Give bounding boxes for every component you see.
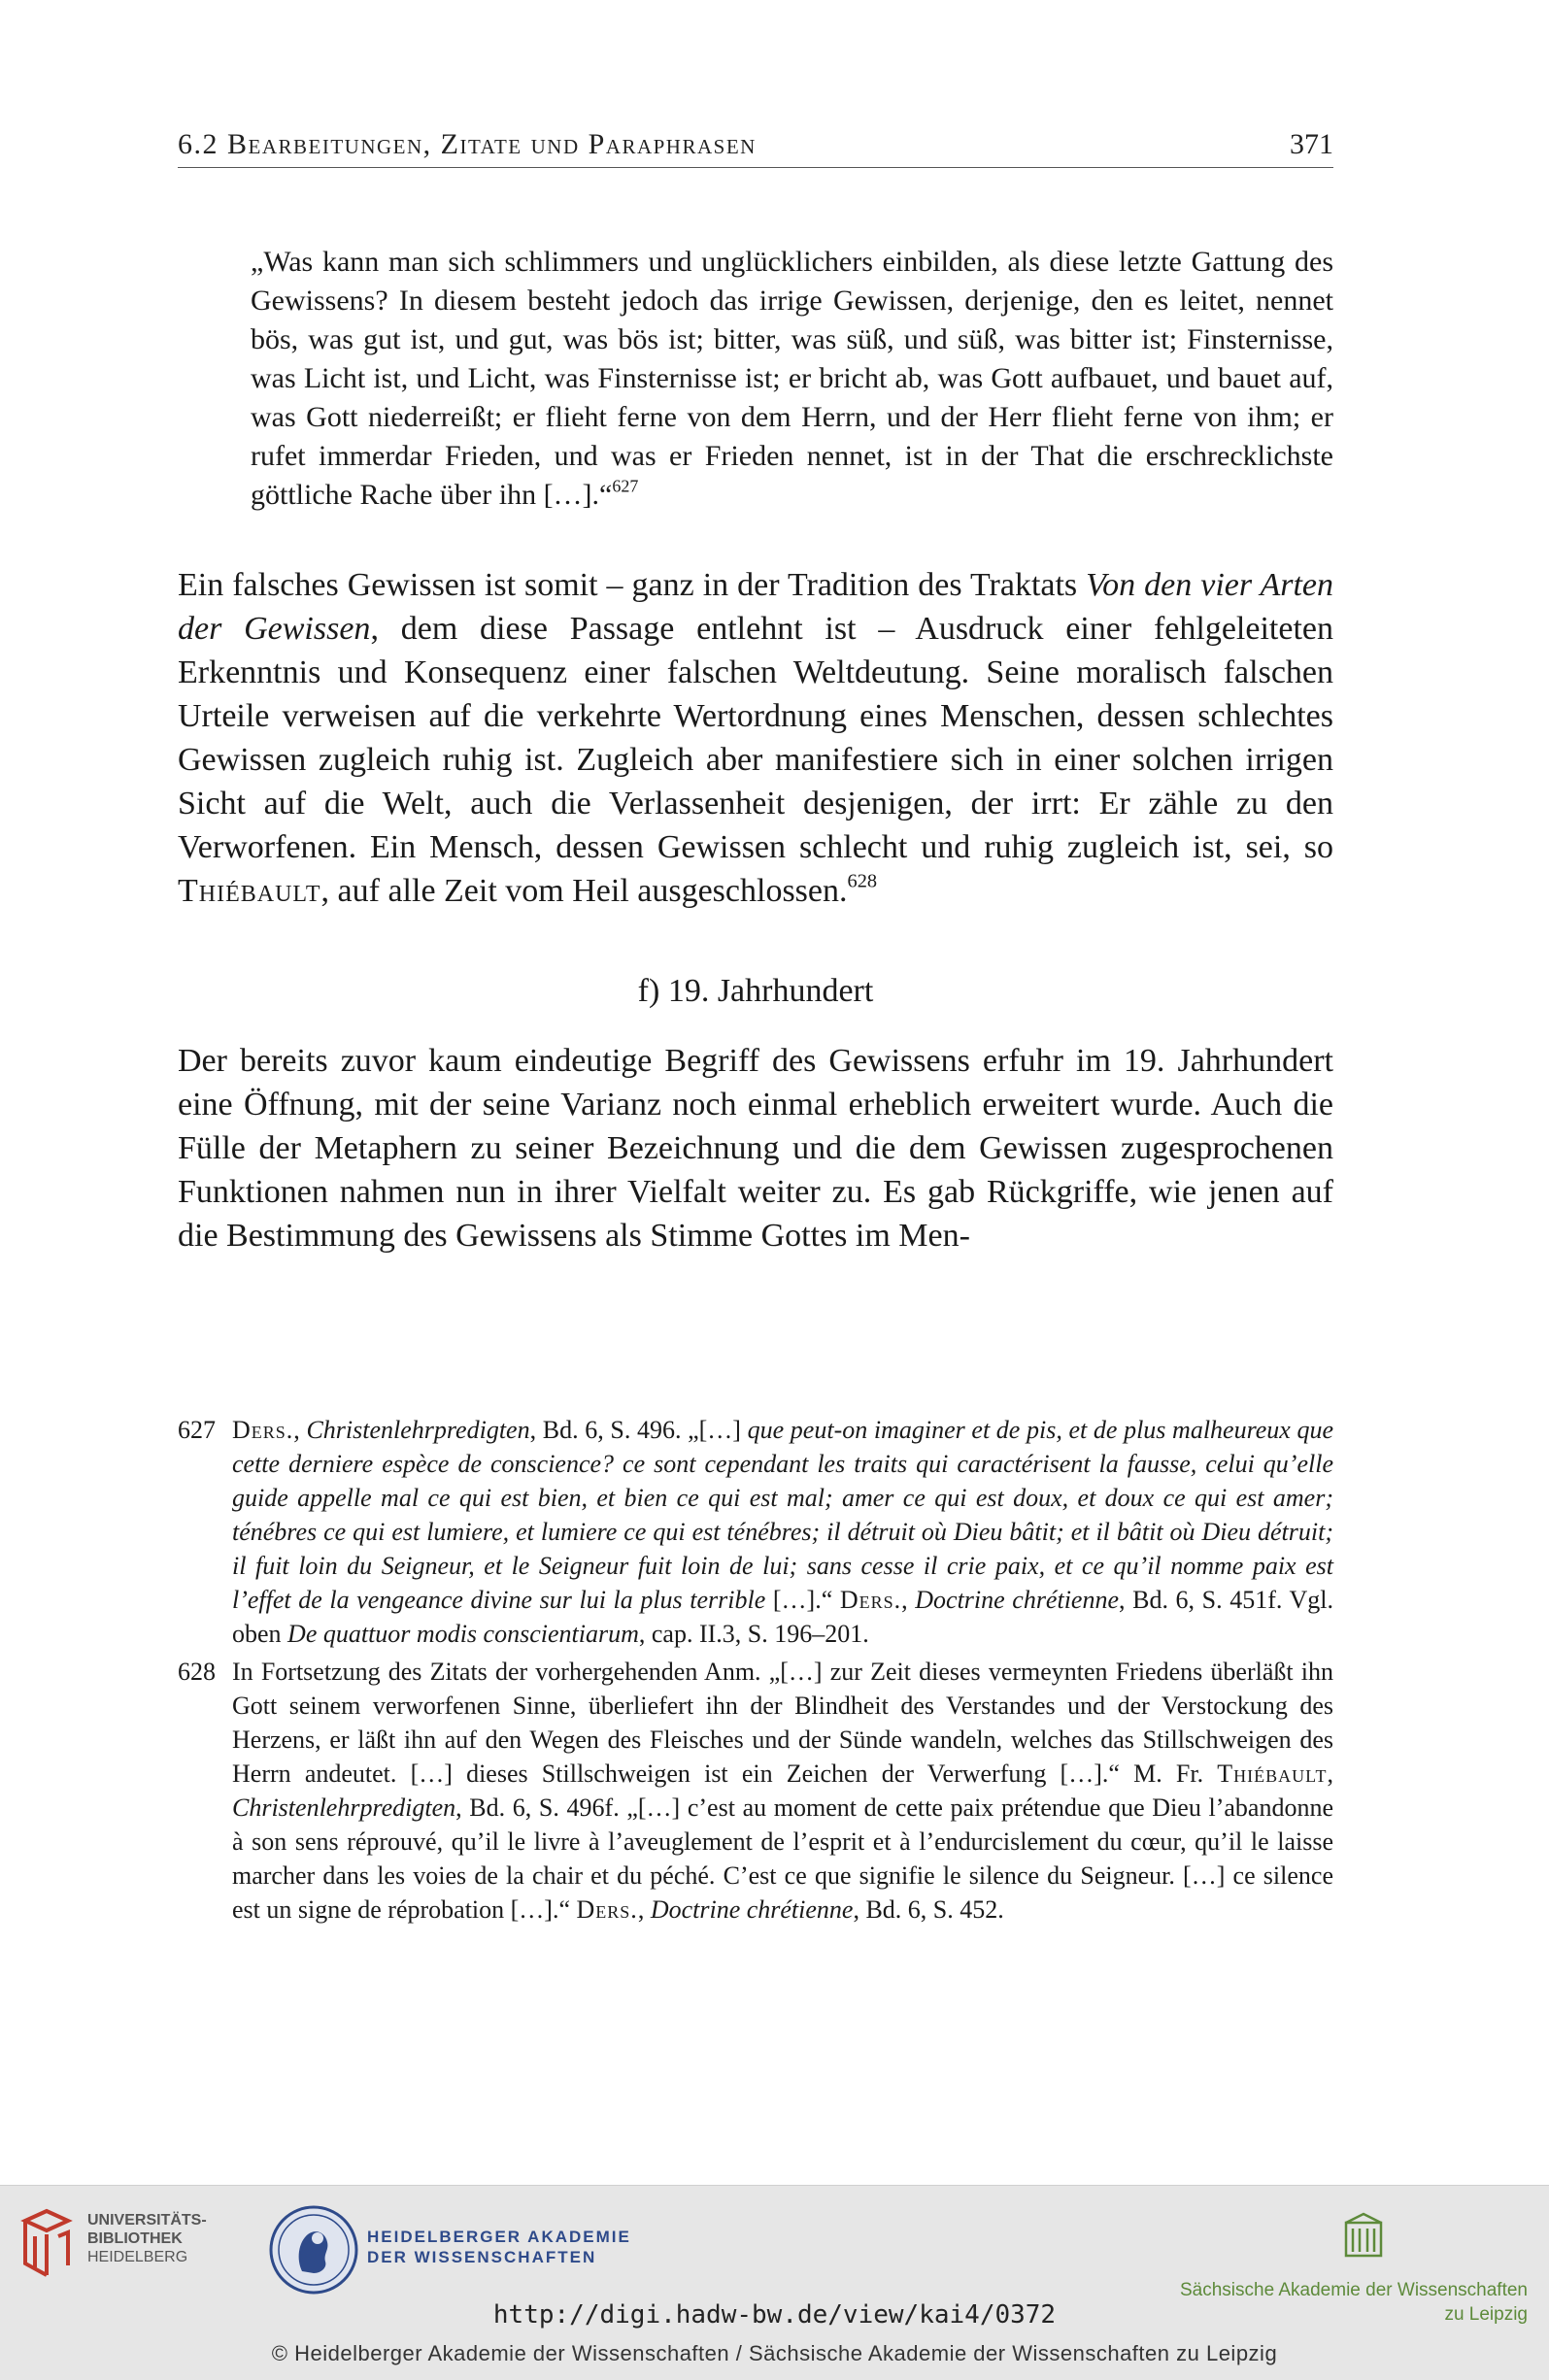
footnote-number: 627: [178, 1416, 216, 1444]
ub-line-1: UNIVERSITÄTS-: [87, 2212, 207, 2229]
work-title: Doctrine chrétienne: [650, 1895, 854, 1924]
digitization-footer: [0, 2185, 1549, 2380]
ders-abbrev: Ders.: [576, 1895, 638, 1924]
ub-line-3: HEIDELBERG: [87, 2249, 188, 2265]
p1-text-b: , dem diese Passage entlehnt ist – Ausdruck einer fehlgeleiteten Erkenntnis und Konsequenz einer falschen Weltdeutung. Seine moralisch falschen Urteile verweisen auf die verkehrte Wertordnung eines Menschen, dessen schlechtes Gewissen zugleich ruhig ist. Zugleich aber manifestiere sich in einer solchen irrigen Sicht auf die Welt, auch die Verlassenheit desjenigen, der irrt: Er zähle zu den Verworfenen. Ein Mensch, dessen Gewissen schlecht und ruhig zugleich ist, sei, so: [178, 611, 1333, 865]
body-paragraph-1: [178, 563, 1333, 913]
footnote-text: [232, 1413, 1333, 1651]
fn-text-segment: ,: [901, 1586, 916, 1614]
fn-text-segment: , Bd. 6, S. 496. „[…]: [529, 1416, 748, 1444]
footnote-627: [178, 1413, 1333, 1651]
p1-text-a: Ein falsches Gewissen ist somit – ganz in der Tradition des Traktats: [178, 567, 1087, 603]
copyright-notice: © Heidelberger Akademie der Wissenschaften / Sächsische Akademie der Wissenschaften zu Leipzig: [271, 2341, 1278, 2365]
author-name: Thiébault: [1217, 1760, 1328, 1788]
running-head: [178, 128, 1333, 168]
footnote-number: 628: [178, 1658, 216, 1686]
fn-text-segment: , cap. II.3, S. 196–201.: [638, 1620, 869, 1648]
work-title: Doctrine chrétienne: [915, 1586, 1119, 1614]
hadw-line-2: DER WISSENSCHAFTEN: [367, 2248, 597, 2266]
saw-line-2: zu Leipzig: [1444, 2304, 1528, 2325]
section-heading: f) 19. Jahrhundert: [637, 973, 874, 1009]
fn-text-segment: ,: [1327, 1760, 1333, 1788]
ub-line-2: BIBLIOTHEK: [87, 2230, 183, 2247]
author-name: Thiébault: [178, 873, 321, 909]
saw-line-1: Sächsische Akademie der Wissenschaften: [1179, 2280, 1528, 2300]
fn-text-segment: ,: [293, 1416, 307, 1444]
work-title: Christenlehrpredigten: [232, 1793, 456, 1822]
fn-text-segment: , Bd. 6, S. 451f. Vgl. oben: [232, 1586, 1333, 1648]
ders-abbrev: Ders.: [839, 1586, 902, 1614]
hadw-seal-icon[interactable]: [267, 2203, 360, 2296]
footnote-text: [232, 1655, 1333, 1927]
footnote-ref-627[interactable]: 627: [612, 476, 639, 496]
fn-text-segment: […].“: [765, 1586, 840, 1614]
body-paragraph-2: Der bereits zuvor kaum eindeutige Begriff des Gewissens erfuhr im 19. Jahrhundert eine Öffnung, mit der seine Varianz noch einmal erheblich erweitert wurde. Auch die Fülle der Metaphern zu seiner Bezeichnung und die dem Gewissen zugesprochenen Funktionen nahmen nun in ihrer Vielfalt weiter zu. Es gab Rückgriffe, wie jenen auf die Bestimmung des Gewissens als Stimme Gottes im Men-: [178, 1043, 1333, 1254]
footnotes: [178, 1413, 1333, 1930]
work-title: De quattuor modis conscientiarum: [287, 1620, 639, 1648]
saw-leipzig-logo-icon[interactable]: [1342, 2211, 1385, 2260]
ders-abbrev: Ders.: [232, 1416, 294, 1444]
footnote-628: [178, 1655, 1333, 1927]
fn-text-segment: ,: [637, 1895, 651, 1924]
permalink-url[interactable]: http://digi.hadw-bw.de/view/kai4/0372: [492, 2300, 1057, 2330]
hadw-line-1: HEIDELBERGER AKADEMIE: [367, 2228, 631, 2246]
p1-text-c: , auf alle Zeit vom Heil ausgeschlossen.: [320, 873, 848, 909]
block-quote: [251, 243, 1333, 515]
fn-text-segment: , Bd. 6, S. 496f. „[…] c’est au moment de cette paix prétendue que Dieu l’abandonne à son sens réprouvé, qu’il le livre à l’aveuglement de l’esprit et à l’endurcislement du cœur, qu’il le laisse marcher dans les voies de la chair et du péché. C’est ce que signifie le silence du Seigneur. […] ce silence est un signe de réprobation […].“: [232, 1793, 1333, 1924]
ub-heidelberg-name: [87, 2211, 207, 2266]
work-title: Christenlehrpredigten: [306, 1416, 530, 1444]
ub-heidelberg-logo-icon[interactable]: [17, 2207, 76, 2279]
french-quote: que peut-on imaginer et de pis, et de plus malheureux que cette derniere espèce de conscience? ce sont cependant les traits qui caractérisent la fausse, celui qu’elle guide appelle mal ce qui est bien, et bien ce qui est mal; amer ce qui est doux, et doux ce qui est amer; ténébres ce qui est lumiere, et lumiere ce qui est ténébres; il détruit où Dieu bâtit; et il bâtit où Dieu détruit; il fuit loin du Seigneur, et le Seigneur fuit loin de lui; sans cesse il crie paix, et ce qu’il nomme paix est l’effet de la vengeance divine sur lui la plus terrible: [232, 1416, 1334, 1614]
block-quote-text: „Was kann man sich schlimmers und unglücklichers einbilden, als diese letzte Gattung des Gewissens? In diesem besteht jedoch das irrige Gewissen, derjenige, den es leitet, nennet bös, was gut ist, und gut, was bös ist; bitter, was süß, und süß, was bitter ist; Finsternisse, was Licht ist, und Licht, was Finsternisse ist; er bricht ab, was Gott aufbauet, und bauet auf, was Gott niederreißt; er flieht ferne von dem Herrn, und der Herr flieht ferne von ihm; er rufet immerdar Frieden, und was er Frieden nennet, ist in der That die erschrecklichste göttliche Rache über ihn […].“: [251, 246, 1333, 511]
hadw-name: [367, 2227, 631, 2267]
footnote-ref-628[interactable]: 628: [847, 870, 878, 892]
page-number: 371: [1290, 128, 1333, 160]
treatise-title: Von den vier Arten der Gewissen: [178, 567, 1333, 647]
fn-text-segment: In Fortsetzung des Zitats der vorhergehenden Anm. „[…] zur Zeit dieses vermeynten Friedens überläßt ihn Gott seinem verworfenen Sinne, überliefert ihn der Blindheit des Verstandes und der Verstockung des Herzens, er läßt ihn auf den Wegen des Fleisches und der Sünde wandeln, welches das Stillschweigen des Herrn andeutet. […] dieses Stillschweigen ist ein Zeichen der Verwerfung […].“ M. Fr.: [232, 1658, 1333, 1788]
fn-text-segment: , Bd. 6, S. 452.: [853, 1895, 1004, 1924]
section-title: 6.2 Bearbeitungen, Zitate und Paraphrasen: [178, 128, 757, 160]
